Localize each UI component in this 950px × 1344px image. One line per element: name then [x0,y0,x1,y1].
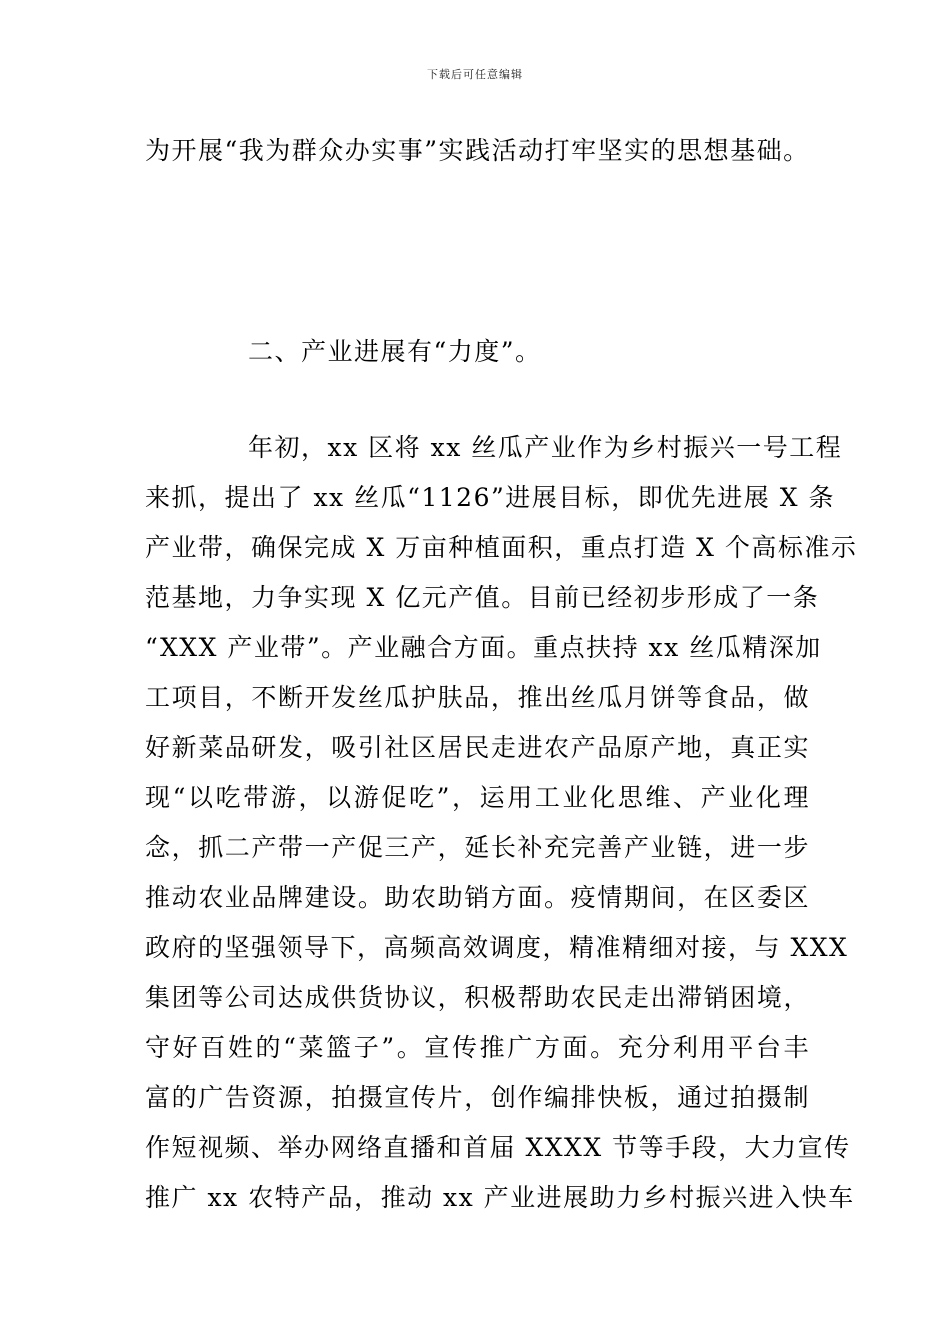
paragraph-line: 念，抓二产带一产促三产，延长补充完善产业链，进一步 [145,833,810,862]
opening-line: 为开展“我为群众办实事”实践活动打牢坚实的思想基础。 [145,136,810,165]
paragraph-line: 产业带，确保完成 X 万亩种植面积，重点打造 X 个高标准示 [145,533,858,562]
paragraph-line: 富的广告资源，拍摄宣传片，创作编排快板，通过拍摄制 [145,1083,810,1112]
section-heading: 二、产业进展有“力度”。 [248,337,542,366]
paragraph-line: 好新菜品研发，吸引社区居民走进农产品原产地，真正实 [145,733,810,762]
paragraph-line: 来抓，提出了 xx 丝瓜“1126”进展目标，即优先进展 X 条 [145,483,835,512]
paragraph-line: 政府的坚强领导下，高频高效调度，精准精细对接，与 XXX [145,933,849,962]
paragraph-line: 现“以吃带游，以游促吃”，运用工业化思维、产业化理 [145,783,810,812]
paragraph-line: “XXX 产业带”。产业融合方面。重点扶持 xx 丝瓜精深加 [145,633,822,662]
paragraph-line: 推广 xx 农特产品，推动 xx 产业进展助力乡村振兴进入快车 [145,1183,855,1212]
paragraph-line: 集团等公司达成供货协议，积极帮助农民走出滞销困境， [145,983,810,1012]
paragraph-line-first: 年初，xx 区将 xx 丝瓜产业作为乡村振兴一号工程 [248,433,843,462]
paragraph-line: 工项目，不断开发丝瓜护肤品，推出丝瓜月饼等食品，做 [145,683,810,712]
paragraph-line: 作短视频、举办网络直播和首届 XXXX 节等手段，大力宣传 [145,1133,851,1162]
page-header-note: 下载后可任意编辑 [427,68,523,81]
paragraph-line: 守好百姓的“菜篮子”。宣传推广方面。充分利用平台丰 [145,1033,810,1062]
paragraph-line: 推动农业品牌建设。助农助销方面。疫情期间，在区委区 [145,883,810,912]
paragraph-line: 范基地，力争实现 X 亿元产值。目前已经初步形成了一条 [145,583,820,612]
